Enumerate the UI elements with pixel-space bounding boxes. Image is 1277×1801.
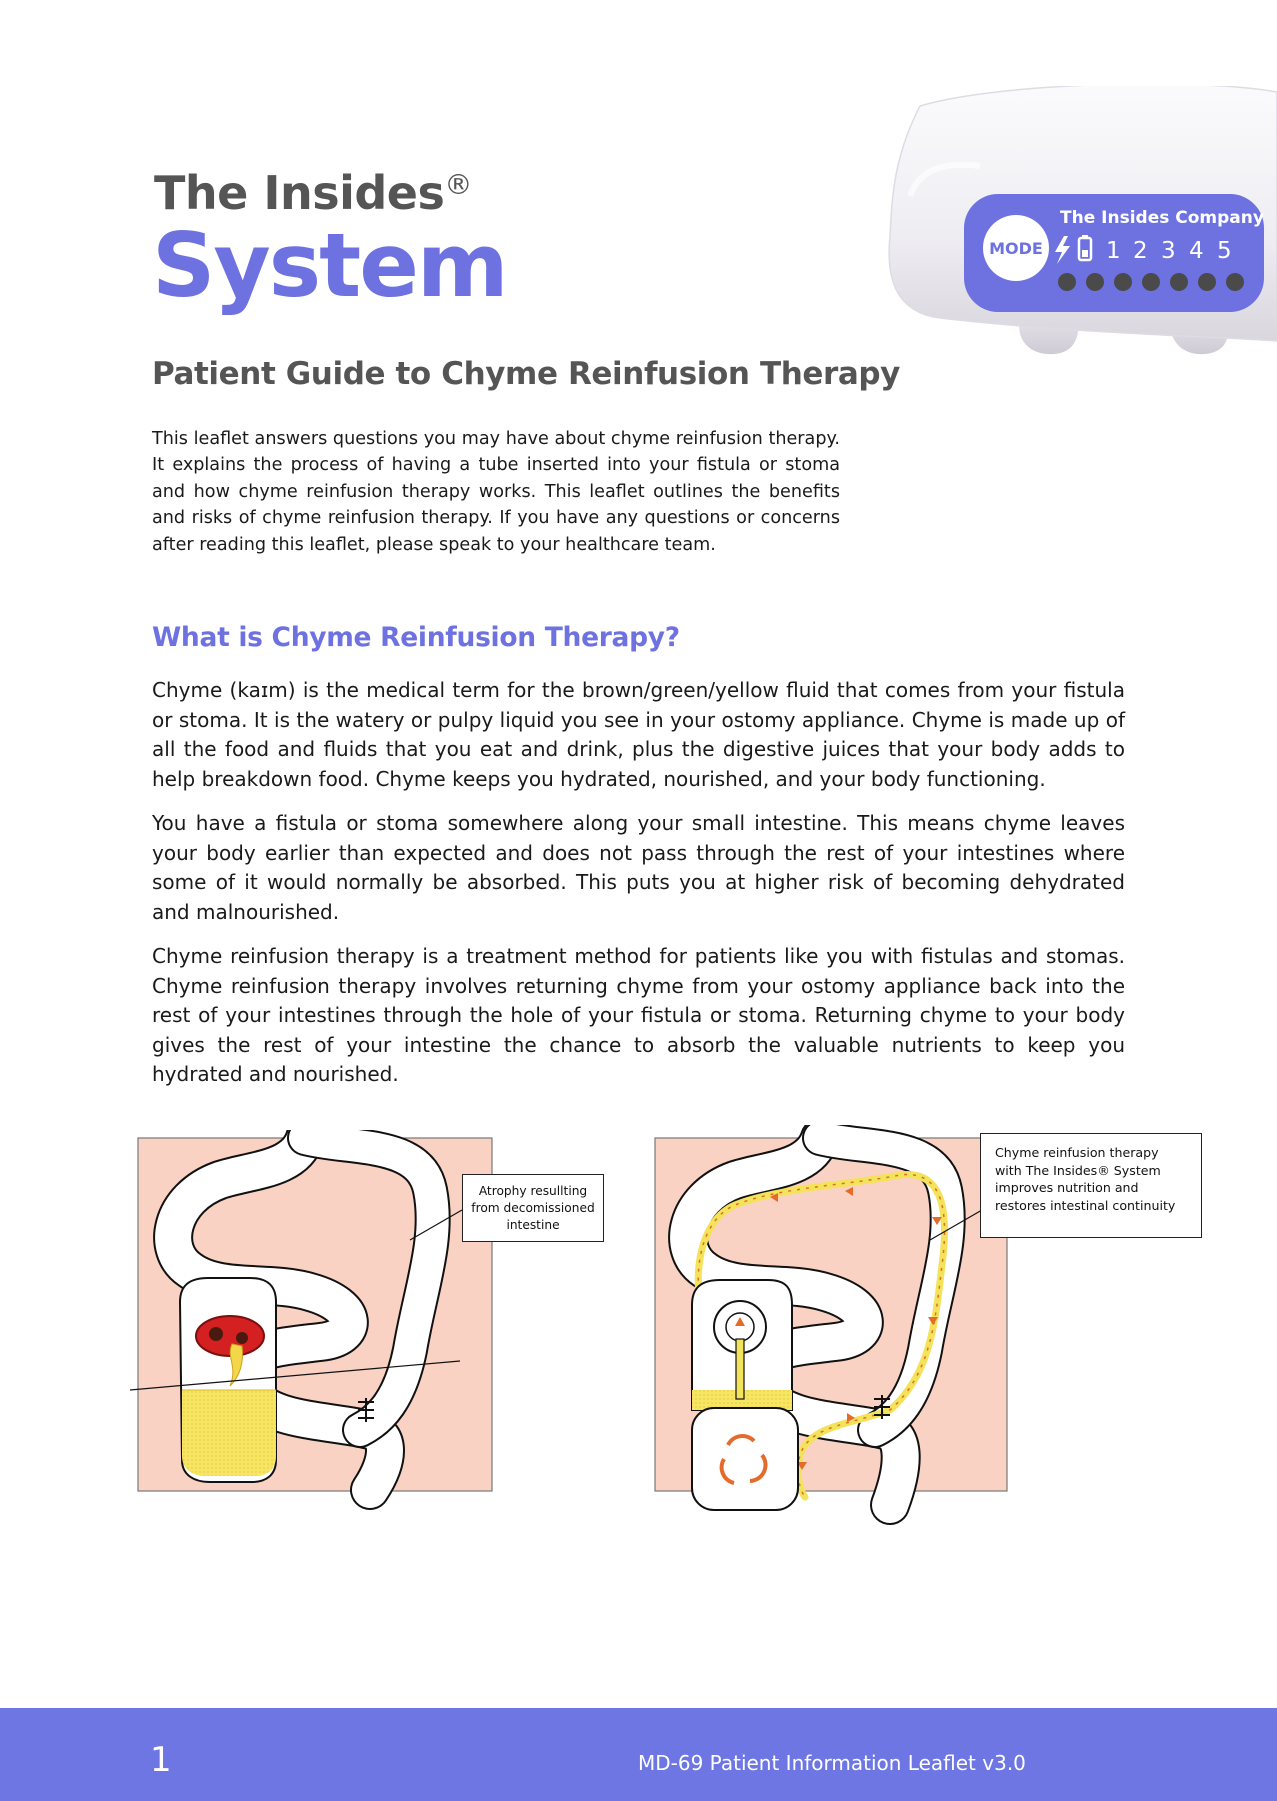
insides-device-image <box>880 86 1277 416</box>
atrophy-callout: Atrophy resullting from decomissioned intestine <box>462 1174 604 1242</box>
document-label: MD-69 Patient Information Leaflet v3.0 <box>638 1751 1026 1775</box>
level-4: 4 <box>1189 238 1204 264</box>
body-paragraph-1: Chyme (kaɪm) is the medical term for the brown/green/yellow fluid that comes from your fistula or stoma. It is the watery or pulpy liquid you see in your ostomy appliance. Chyme is made up of all the food and fluids that you eat and drink, plus the digestive juices that your body adds to help breakdown food. Chyme keeps you hydrated, nourished, and your body functioning. <box>152 678 1125 791</box>
body-paragraph-3: Chyme reinfusion therapy is a treatment method for patients like you with fistulas and stomas. Chyme reinfusion therapy involves returning chyme from your ostomy appliance back into the rest of your intestines through the hole of your fistula or stoma. Returning chyme to your body gives the rest of your intestine the chance to absorb the valuable nutrients to keep you hydrated and nourished. <box>152 944 1125 1086</box>
page-number: 1 <box>150 1740 172 1780</box>
section-heading: What is Chyme Reinfusion Therapy? <box>152 622 680 653</box>
level-2: 2 <box>1133 238 1148 264</box>
brand-name: The Insides® <box>154 166 472 220</box>
registered-mark: ® <box>444 168 472 201</box>
level-3: 3 <box>1161 238 1176 264</box>
intro-paragraph: This leaflet answers questions you may have about chyme reinfusion therapy. It explains the process of having a tube inserted into your fistula or stoma and how chyme reinfusion therapy works. This leaflet outlines the benefits and risks of chyme reinfusion therapy. If you have any questions or concerns after reading this leaflet, please speak to your healthcare team. <box>152 429 840 555</box>
therapy-callout: Chyme reinfusion therapy with The Insides® System improves nutrition and restores intestinal continuity <box>980 1133 1202 1238</box>
brand-product: System <box>152 214 507 317</box>
stitches <box>874 1395 890 1419</box>
body-paragraph-2: You have a fistula or stoma somewhere along your small intestine. This means chyme leaves your body earlier than expected and does not pass through the rest of your intestines where some of it would normally be absorbed. This puts you at higher risk of becoming dehydrated and malnourished. <box>152 811 1125 924</box>
level-5: 5 <box>1217 238 1232 264</box>
device-company-label: The Insides Company <box>1060 208 1264 228</box>
stitches <box>358 1398 374 1422</box>
mode-button-label: MODE <box>989 239 1043 258</box>
page-subtitle: Patient Guide to Chyme Reinfusion Therapy <box>152 356 900 392</box>
pump-device <box>692 1408 798 1510</box>
level-1: 1 <box>1106 238 1121 264</box>
